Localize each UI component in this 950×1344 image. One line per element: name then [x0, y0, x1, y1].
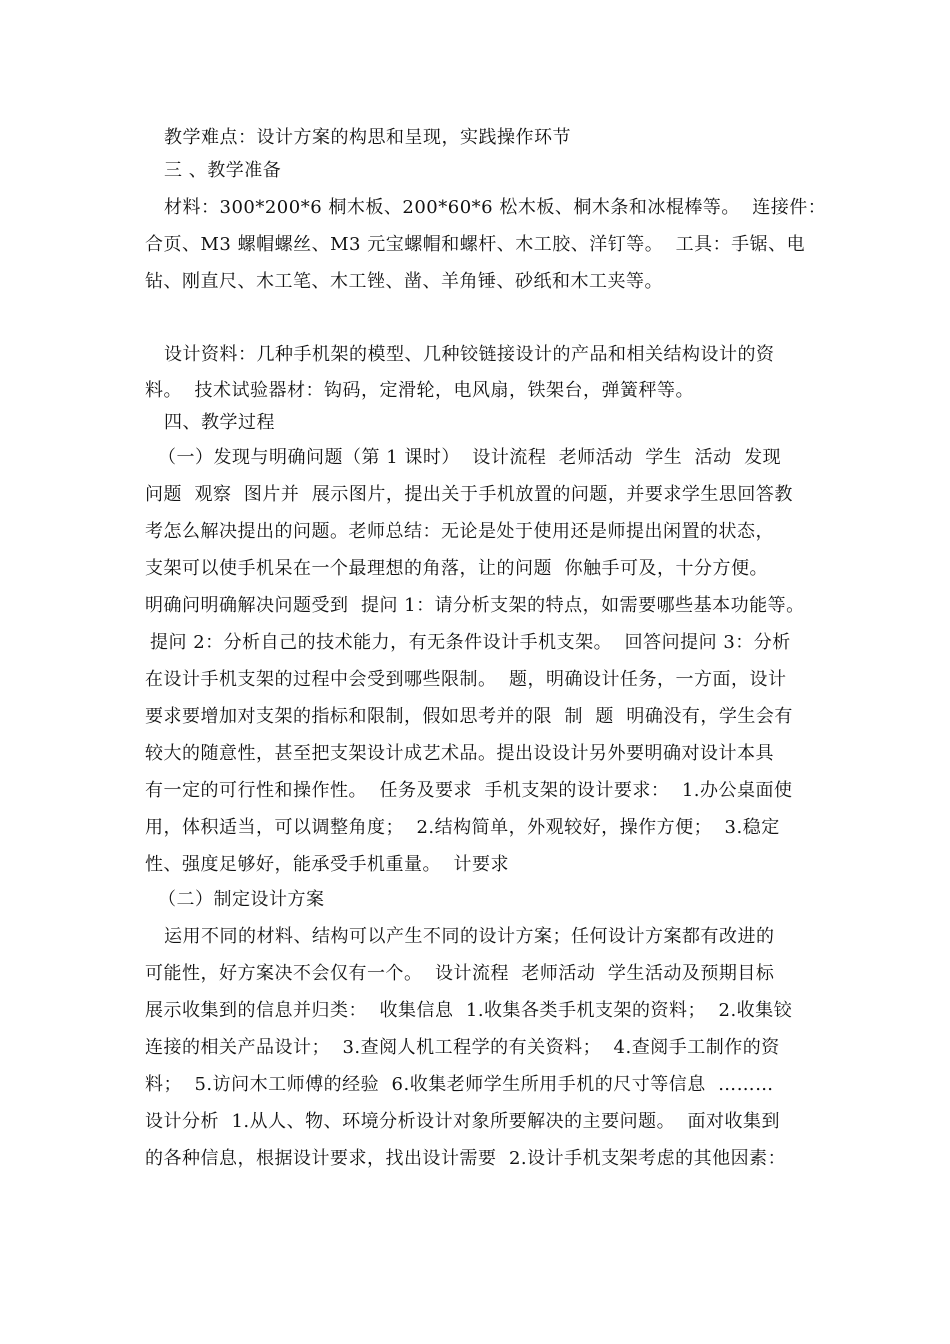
text-line: 合页、M3 螺帽螺丝、M3 元宝螺帽和螺杆、木工胶、洋钉等。 工具：手锯、电 — [145, 234, 806, 255]
text-line: 用，体积适当，可以调整角度； 2.结构简单，外观较好，操作方便； 3.稳定 — [145, 817, 780, 838]
text-line: 在设计手机支架的过程中会受到哪些限制。 题，明确设计任务，一方面，设计 — [145, 669, 787, 690]
text-line: 较大的随意性，甚至把支架设计成艺术品。提出设设计另外要明确对设计本具 — [145, 743, 774, 764]
text-line: 提问 2：分析自己的技术能力，有无条件设计手机支架。 回答问提问 3：分析 — [150, 632, 791, 653]
text-line: 考怎么解决提出的问题。老师总结：无论是处于使用还是师提出闲置的状态， — [145, 521, 774, 542]
text-line: 钻、刚直尺、木工笔、木工锉、凿、羊角锤、砂纸和木工夹等。 — [145, 271, 663, 292]
text-line: 问题 观察 图片并 展示图片，提出关于手机放置的问题，并要求学生思回答教 — [145, 484, 793, 505]
text-line: 教学难点：设计方案的构思和呈现，实践操作环节 — [164, 127, 571, 148]
section-heading: 三 、教学准备 — [164, 160, 282, 181]
text-line: 料； 5.访问木工师傅的经验 6.收集老师学生所用手机的尺寸等信息 ……… — [145, 1074, 774, 1095]
subsection-heading: （二）制定设计方案 — [158, 889, 325, 910]
text-line: 的各种信息，根据设计要求，找出设计需要 2.设计手机支架考虑的其他因素： — [145, 1148, 787, 1169]
text-line: 展示收集到的信息并归类： 收集信息 1.收集各类手机支架的资料； 2.收集铰 — [145, 1000, 793, 1021]
text-line: 支架可以使手机呆在一个最理想的角落，让的问题 你触手可及，十分方便。 — [145, 558, 768, 579]
text-line: 有一定的可行性和操作性。 任务及要求 手机支架的设计要求： 1.办公桌面使 — [145, 780, 793, 801]
subsection-heading: （一）发现与明确问题（第 1 课时） 设计流程 老师活动 学生 活动 发现 — [158, 447, 782, 468]
text-line: 设计资料：几种手机架的模型、几种铰链接设计的产品和相关结构设计的资 — [164, 344, 775, 365]
text-line: 要求要增加对支架的指标和限制，假如思考并的限 制 题 明确没有，学生会有 — [145, 706, 793, 727]
text-line: 设计分析 1.从人、物、环境分析设计对象所要解决的主要问题。 面对收集到 — [145, 1111, 781, 1132]
text-line: 连接的相关产品设计； 3.查阅人机工程学的有关资料； 4.查阅手工制作的资 — [145, 1037, 780, 1058]
text-line: 料。 技术试验器材：钩码，定滑轮，电风扇，铁架台，弹簧秤等。 — [145, 380, 694, 401]
text-line: 明确问明确解决问题受到 提问 1：请分析支架的特点，如需要哪些基本功能等。 — [145, 595, 805, 616]
text-line: 性、强度足够好，能承受手机重量。 计要求 — [145, 854, 509, 875]
text-line: 运用不同的材料、结构可以产生不同的设计方案；任何设计方案都有改进的 — [164, 926, 775, 947]
section-heading: 四、教学过程 — [164, 412, 275, 433]
text-line: 可能性，好方案决不会仅有一个。 设计流程 老师活动 学生活动及预期目标 — [145, 963, 775, 984]
text-line: 材料：300*200*6 桐木板、200*60*6 松木板、桐木条和冰棍棒等。 连接件： — [164, 197, 827, 218]
